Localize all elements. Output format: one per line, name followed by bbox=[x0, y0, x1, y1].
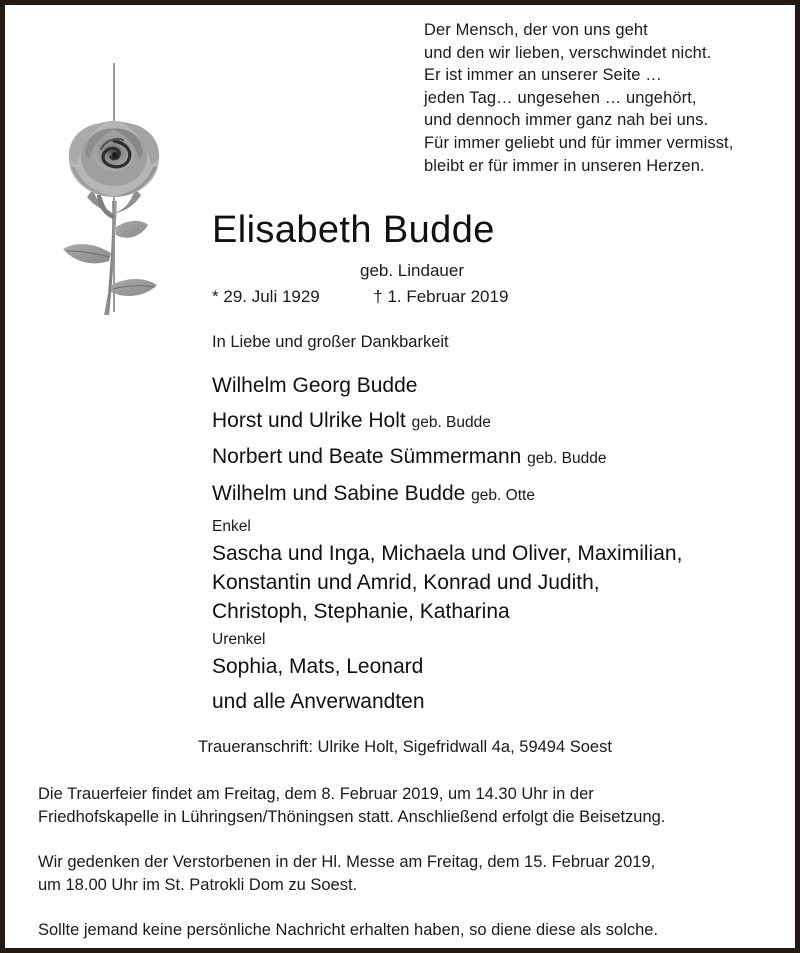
death-date: 1. Februar 2019 bbox=[387, 287, 509, 306]
poem-line: jeden Tag… ungesehen … ungehört, bbox=[424, 88, 697, 107]
great-grandchildren-label: Urenkel bbox=[212, 631, 266, 648]
rose-icon bbox=[49, 109, 199, 317]
poem-line: und den wir lieben, verschwindet nicht. bbox=[424, 43, 712, 62]
child-maiden-name: geb. Budde bbox=[411, 413, 491, 431]
deceased-name: Elisabeth Budde bbox=[212, 209, 495, 251]
grandchildren-line: Konstantin und Amrid, Konrad und Judith, bbox=[212, 571, 600, 594]
birth-date: 29. Juli 1929 bbox=[223, 287, 320, 306]
service-details bbox=[38, 783, 778, 942]
memorial-mass-line: um 18.00 Uhr im St. Patrokli Dom zu Soest. bbox=[38, 876, 358, 894]
child-maiden-name: geb. Otte bbox=[471, 486, 535, 504]
poem-line: Der Mensch, der von uns geht bbox=[424, 21, 648, 39]
memorial-mass-line: Wir gedenken der Verstorbenen in der Hl. Messe am Freitag, dem 15. Februar 2019, bbox=[38, 853, 656, 871]
deceased-maiden-name: geb. Lindauer bbox=[360, 261, 464, 280]
poem-line: Er ist immer an unserer Seite … bbox=[424, 66, 662, 85]
grandchildren-line: Christoph, Stephanie, Katharina bbox=[212, 600, 510, 623]
mourning-address: Traueranschrift: Ulrike Holt, Sigefridwall 4a, 59494 Soest bbox=[198, 738, 612, 756]
notice-inner bbox=[5, 5, 795, 948]
child-names: Horst und Ulrike Holt bbox=[212, 408, 406, 432]
family-child-line bbox=[212, 404, 782, 441]
child-names: Wilhelm und Sabine Budde bbox=[212, 481, 466, 505]
memorial-emblem bbox=[57, 47, 207, 317]
funeral-service-line: Die Trauerfeier findet am Freitag, dem 8. Februar 2019, um 14.30 Uhr in der bbox=[38, 785, 594, 803]
birth-symbol: * bbox=[212, 287, 219, 306]
great-grandchildren-line: Sophia, Mats, Leonard bbox=[212, 655, 424, 678]
funeral-service-line: Friedhofskapelle in Lühringsen/Thöningsen statt. Anschließend erfolgt die Beisetzung. bbox=[38, 808, 666, 826]
paragraph-spacer bbox=[38, 829, 778, 851]
family-child-line bbox=[212, 440, 782, 477]
family-child-line bbox=[212, 477, 782, 514]
poem-line: Für immer geliebt und für immer vermisst, bbox=[424, 133, 734, 152]
child-names: Norbert und Beate Sümmermann bbox=[212, 445, 522, 468]
relatives-line: und alle Anverwandten bbox=[212, 690, 425, 713]
general-notice-line: Sollte jemand keine persönliche Nachricht erhalten haben, so diene diese als solche. bbox=[38, 921, 659, 939]
memorial-poem bbox=[424, 19, 794, 177]
poem-line: und dennoch immer ganz nah bei uns. bbox=[424, 111, 709, 130]
family-child-line bbox=[212, 369, 782, 404]
grandchildren-line: Sascha und Inga, Michaela und Oliver, Maximilian, bbox=[212, 542, 683, 565]
paragraph-spacer bbox=[38, 897, 778, 919]
gratitude-text: In Liebe und großer Dankbarkeit bbox=[212, 333, 449, 351]
poem-line: bleibt er für immer in unseren Herzen. bbox=[424, 156, 705, 175]
death-symbol: † bbox=[373, 287, 383, 306]
grandchildren-label: Enkel bbox=[212, 518, 251, 535]
family-list bbox=[212, 369, 782, 719]
child-names: Wilhelm Georg Budde bbox=[212, 374, 418, 397]
child-maiden-name: geb. Budde bbox=[527, 450, 607, 467]
life-dates bbox=[212, 287, 508, 307]
